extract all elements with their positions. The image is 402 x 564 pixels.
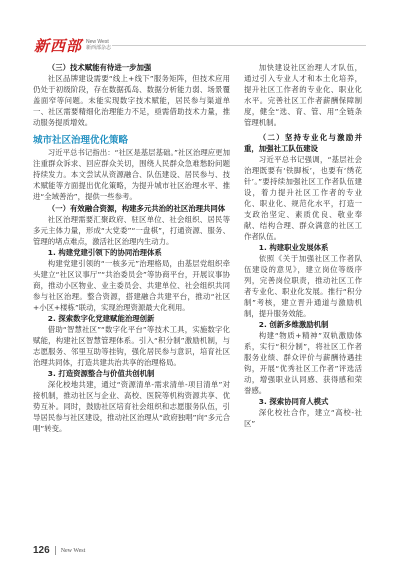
paragraph: 习近平总书记指出：“社区是基层基础。”社区治理应更加注重群众诉求、回应群众关切，围绕人民群众急难愁盼问题持续发力。本文尝试从资源融合、队伍建设、居民参与、技术赋能等方面提出优化策略，为提升城市社区治理水平、推进“全域善治”，提供一些参考。 [33, 148, 230, 201]
subheading-resource-integration: （一）有效融合资源，构建多元共治的社区治理共同体 [47, 204, 226, 213]
paragraph: 构建“物质+精神”双轨激励体系，实行“积分制”，将社区工作者服务业绩、群众评价与薪酬待遇挂钩，开展“优秀社区工作者”评选活动，增强职业认同感、获得感和荣誉感。 [244, 331, 362, 395]
paragraph: 依照《关于加强社区工作者队伍建设的意见》，建立岗位等级序列，完善岗位职责，推动社区工作者专业化、职业化发展。推行“积分制”考核，建立晋升通道与激励机制，提升服务效能。 [244, 254, 362, 318]
paragraph: 社区治理需要汇聚政府、驻区单位、社会组织、居民等多元主体力量，形成“大党委”“一盘棋”，打通资源、服务、管理的堵点难点，激活社区治理内生动力。 [33, 215, 230, 246]
subheading-tech-empowerment: （三）技术赋能有待进一步加强 [47, 63, 152, 72]
magazine-logo [34, 36, 111, 54]
header-divider [112, 45, 366, 46]
numbered-subheading: 1. 构建党建引领下的协同治理体系 [47, 248, 162, 257]
paragraph: 构建党建引领的“一核多元”治理格局，由基层党组织牵头建立“社区议事厅”“共治委员会”等协商平台，开展议事协商，推动小区物业、业主委员会、共建单位、社会组织共同参与社区治理。整合资源，搭建融合共建平台，推动“社区+小区+楼栋”联动，实现治理资源最大化利用。 [33, 259, 230, 312]
right-column [244, 62, 362, 429]
paragraph: 借助“智慧社区”“数字化平台”等技术工具，实施数字化赋能，构建社区智慧管理体系。引入“积分制”激励机制，与志愿服务、邻里互助等挂钩，强化居民参与意识，培育社区治理共同体，打造共建共治共享的治理格局。 [33, 325, 230, 367]
logo-english-line2: 新西部杂志 [86, 45, 112, 51]
logo-english-text [86, 39, 111, 51]
numbered-subheading: 1. 构建职业发展体系 [258, 243, 329, 252]
magazine-name: New West [60, 547, 86, 554]
subheading-social-worker-team: （二）坚持专业化与激励并重，加强社工队伍建设 [244, 133, 362, 153]
paragraph: 社区品牌建设需要“线上+线下”服务矩阵，但技术应用仍处于初级阶段，存在数据孤岛、数据分析能力弱、场景覆盖面窄等问题。未能实现数字技术赋能，居民参与渠道单一、社区需要精细化治理能力不足，亟需借助技术力量，推动服务提质增效。 [33, 74, 230, 127]
footer-divider [55, 546, 56, 555]
section-title: 城市社区治理优化策略 [33, 135, 129, 146]
numbered-subheading: 2. 探索数字化党建赋能治理创新 [47, 314, 155, 323]
paragraph: 深化校地共建，通过“资源清单-需求清单-项目清单”对接机制，推动社区与企业、高校、医院等机构资源共享、优势互补。同时，鼓励社区培育社会组织和志愿服务队伍，引导居民参与社区建设，推动社区治理从“政府独唱”向“多元合唱”转变。 [33, 380, 230, 433]
paragraph: 习近平总书记强调，“基层社会治理既要有‘铁脚板’，也要有‘绣花针’。”要持续加强社区工作者队伍建设，着力提升社区工作者的专业化、职业化、规范化水平，打造一支政治坚定、素质优良、敬业奉献、结构合理、群众满意的社区工作者队伍。 [244, 155, 362, 241]
numbered-subheading: 3. 探索协同育人模式 [258, 397, 329, 406]
paragraph: 深化校社合作，建立“高校-社区” [244, 408, 362, 428]
logo-chinese-text: 新西部 [34, 36, 83, 55]
logo-english-line1: New West [86, 39, 109, 45]
page-number: 126 [33, 545, 50, 556]
paragraph: 加快建设社区治理人才队伍，通过引入专业人才和本土化培养，提升社区工作者的专业化、职业化水平。完善社区工作者薪酬保障制度，健全“选、育、管、用”全链条管理机制。 [244, 63, 362, 127]
numbered-subheading: 2. 创新多维激励机制 [258, 320, 329, 329]
left-column [33, 62, 230, 434]
page-footer [33, 545, 85, 556]
numbered-subheading: 3. 打造资源整合与价值共创机制 [47, 369, 155, 378]
